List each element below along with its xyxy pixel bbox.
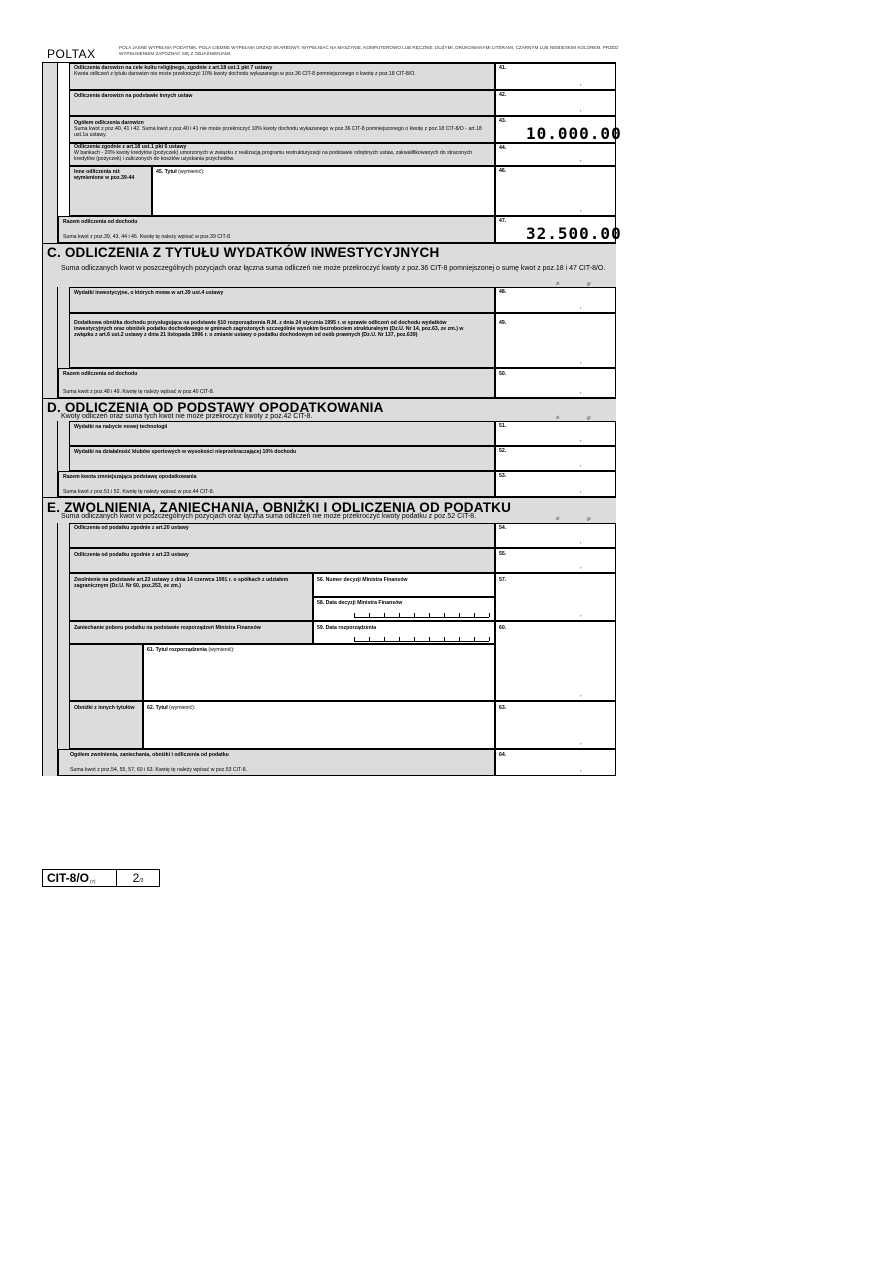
form-footer [42, 869, 160, 887]
section-e: E. ZWOLNIENIA, ZANIECHANIA, OBNIŻKI I ODLICZENIA OD PODATKU Suma odliczanych kwot w poszczególnych pozycjach oraz łączna suma odliczeń nie może przekroczyć kwoty podatku z poz.52 CIT-8. zł gr [43, 497, 616, 776]
field-58-decision-date[interactable]: 58. Data decyzji Ministra Finansów [313, 597, 495, 621]
field-47[interactable]: 47. 32.500.00 [495, 216, 616, 243]
tax-form [42, 62, 622, 776]
row-64-label: Ogółem zwolnienia, zaniechania, obniżki i odliczenia od podatku Suma kwot z poz.54, 55, 57, 60 i 63. Kwotę tę należy wpisać w poz.53 CIT-8. [58, 749, 495, 776]
section-d-gutter [43, 421, 58, 497]
field-59-regulation-date[interactable]: 59. Data rozporządzenia [313, 621, 495, 644]
row-61-gutter [69, 644, 143, 701]
poltax-logo: POLTAX [47, 47, 96, 61]
page-number-cell [117, 870, 159, 886]
row-41-label: Odliczenia darowizn na cele kultu religijnego, zgodnie z art.18 ust.1 pkt 7 ustawy Kwota odliczeń z tytułu darowizn nie może przekroczyć 10% kwoty dochodu wykazanego w poz.36 CIT-8 pomniejszonego o kwotę z poz.18 CIT-8/O. [69, 63, 495, 90]
field-41[interactable]: 41. , [495, 63, 616, 90]
field-56-decision-number[interactable]: 56. Numer decyzji Ministra Finansów [313, 573, 495, 597]
field-48[interactable]: 48. , [495, 287, 616, 313]
section-d-subtitle: Kwoty odliczeń oraz suma tych kwot nie może przekroczyć kwoty z poz.42 CIT-8. [61, 413, 313, 420]
row-51-label: Wydatki na nabycie nowej technologii [69, 421, 495, 446]
row-55-label: Odliczenia od podatku zgodnie z art.23 ustawy [69, 548, 495, 573]
row-49-label: Dodatkowa obniżka dochodu przysługująca na podstawie §10 rozporządzenia R.M. z dnia 24 stycznia 1995 r. w sprawie odliczeń od dochodu wydatków inwestycyjnych oraz obniżek podatku dochodowego w gminach zagrożonych szczególnie wysokim bezrobociem strukturalnym (Dz.U. Nr 14, poz.63, ze zm.) w związku z art.6 ust.2 ustawy z dnia 21 listopada 1996 r. o zmianie ustawy o podatku dochodowym od osób prawnych (Dz.U. Nr 137, poz.639) [69, 313, 495, 368]
field-51[interactable]: 51. , [495, 421, 616, 446]
field-57[interactable]: 57. , [495, 573, 616, 621]
field-55[interactable]: 55. , [495, 548, 616, 573]
field-46[interactable]: 46. , [495, 166, 616, 216]
row-57-label: Zwolnienie na podstawie art.23 ustawy z dnia 14 czerwca 1991 r. o spółkach z udziałem zagranicznym (Dz.U. Nr 60, poz.253, ze zm.) [69, 573, 313, 621]
row-48-label: Wydatki inwestycyjne, o których mowa w art.39 ust.4 ustawy [69, 287, 495, 313]
field-61-regulation-title[interactable]: 61. Tytuł rozporządzenia (wymienić): [143, 644, 495, 701]
row-60-label: Zaniechanie poboru podatku na podstawie rozporządzeń Ministra Finansów [69, 621, 313, 644]
other-deductions-label: Inne odliczenia niż wymienione w poz.39-44 [69, 166, 152, 216]
row-52-label: Wydatki na działalność klubów sportowych w wysokości nieprzekraczającej 10% dochodu [69, 446, 495, 471]
row-53-label: Razem kwota zmniejszająca podstawę opodatkowania Suma kwot z poz.51 i 52. Kwotę tę należy wpisać w poz.44 CIT-8. [58, 471, 495, 497]
field-62-title[interactable]: 62. Tytuł (wymienić): [143, 701, 495, 749]
form-code-cell [43, 870, 117, 886]
form-header [47, 45, 617, 61]
form-code: CIT-8/O [47, 871, 90, 885]
section-e-gutter [43, 523, 58, 776]
row-47-label: Razem odliczenia od dochodu Suma kwot z poz.39, 43, 44 i 46. Kwotę tę należy wpisać w poz.39 CIT-8. [58, 216, 495, 243]
field-50[interactable]: 50. , [495, 368, 616, 398]
section-e-title: E. ZWOLNIENIA, ZANIECHANIA, OBNIŻKI I ODLICZENIA OD PODATKU [47, 500, 512, 515]
section-c-gutter [43, 287, 58, 398]
field-63[interactable]: 63. , [495, 701, 616, 749]
field-60[interactable]: 60. , [495, 621, 616, 701]
section-b-gutter [43, 63, 58, 243]
page-number: 2 [132, 871, 140, 885]
field-44[interactable]: 44. , [495, 143, 616, 166]
row-42-label: Odliczenia darowizn na podstawie innych ustaw [69, 90, 495, 116]
field-64[interactable]: 64. , [495, 749, 616, 776]
row-44-label: Odliczenia zgodnie z art.18 ust.1 pkt 6 ustawy W bankach - 20% kwoty kredytów (pożyczek) umorzonych w związku z realizacją programu restrukturyzacji na podstawie odrębnych ustaw, zakwalifikowanych do straconych kredytów (pożyczek) i zaliczonych do kosztów uzyskania przychodów. [69, 143, 495, 166]
section-e-subtitle: Suma odliczanych kwot w poszczególnych pozycjach oraz łączna suma odliczeń nie może przekroczyć kwoty podatku z poz.52 CIT-8. [61, 513, 477, 520]
form-version: (7) [90, 878, 96, 884]
field-45-title[interactable]: 45. Tytuł (wymienić): [152, 166, 495, 216]
row-63-label: Obniżki z innych tytułów [69, 701, 143, 749]
field-47-value: 32.500.00 [526, 224, 622, 243]
row-54-label: Odliczenia od podatku zgodnie z art.20 ustawy [69, 523, 495, 548]
row-50-label: Razem odliczenia od dochodu Suma kwot z poz.48 i 49. Kwotę tę należy wpisać w poz.40 CIT-8. [58, 368, 495, 398]
section-c-title: C. ODLICZENIA Z TYTUŁU WYDATKÓW INWESTYCYJNYCH [47, 245, 440, 260]
header-instructions: POLA JASNE WYPEŁNIA PODATNIK, POLA CIEMNE WYPEŁNIA URZĄD SKARBOWY. WYPEŁNIAĆ NA MASZYNIE, KOMPUTEROWO LUB RĘCZNIE, DUŻYMI, DRUKOWANYMI LITERAMI, CZARNYM LUB NIEBIESKIM KOLOREM. PRZED WYPEŁNIENIEM ZAPOZNAĆ SIĘ Z OBJAŚNIENIAMI. [119, 45, 619, 56]
field-43[interactable]: 43. 10.000.00 [495, 116, 616, 143]
field-49[interactable]: 49. , [495, 313, 616, 368]
field-43-value: 10.000.00 [526, 124, 622, 143]
page-total: /3 [139, 878, 144, 884]
field-53[interactable]: 53. , [495, 471, 616, 497]
section-c-subtitle: Suma odliczanych kwot w poszczególnych pozycjach oraz łączna suma odliczeń nie może przekroczyć kwoty z poz.36 CIT-8 pomniejszonej o sumę kwot z poz.18 i 47 CIT-8/O. [61, 265, 606, 272]
section-d: D. ODLICZENIA OD PODSTAWY OPODATKOWANIA Kwoty odliczeń oraz suma tych kwot nie może przekroczyć kwoty z poz.42 CIT-8. zł gr [43, 398, 616, 497]
section-d-title: D. ODLICZENIA OD PODSTAWY OPODATKOWANIA [47, 400, 384, 415]
field-52[interactable]: 52. , [495, 446, 616, 471]
field-42[interactable]: 42. , [495, 90, 616, 116]
row-43-label: Ogółem odliczenia darowizn Suma kwot z poz.40, 41 i 42. Suma kwot z poz.40 i 41 nie może przekroczyć 10% kwoty dochodu wykazanego w poz.36 CIT-8 pomniejszonego o kwotę z poz.18 CIT-8/O - art.18 ust.1a ustawy. [69, 116, 495, 143]
section-c: C. ODLICZENIA Z TYTUŁU WYDATKÓW INWESTYCYJNYCH Suma odliczanych kwot w poszczególnych pozycjach oraz łączna suma odliczeń nie może przekroczyć kwoty z poz.36 CIT-8 pomniejszonej o sumę kwot z poz.18 i 47 CIT-8/O. zł gr [43, 243, 616, 398]
field-54[interactable]: 54. , [495, 523, 616, 548]
